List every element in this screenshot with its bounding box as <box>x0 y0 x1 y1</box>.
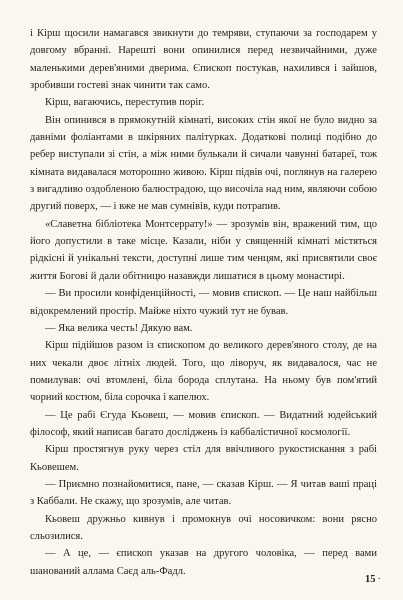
paragraph-12: — А це, — єпископ указав на другого чоловіка, — перед вами шанований аллама Саєд аль-Фадл. <box>30 548 377 577</box>
paragraph-1: і Кірш щосили намагався звикнути до темряви, ступаючи за господарем у довгому вбранні. Нарешті вони опинилися перед незвичайними, дуже маленькими дерев'яними дверима. Єпископ постукав, нахилився і зайшов, зробивши гостеві знак чинити так само. <box>30 28 377 92</box>
paragraph-4: «Славетна бібліотека Монтсеррату!» — зрозумів він, вражений тим, що його допустили в таке місце. Казали, ніби у священній кімнаті містяться рідкісні й унікальні тексти, доступні лише тим ченцям, які присвятили своє життя Богові й дали обітницю назавжди лишатися в цьому монастирі. <box>30 218 377 282</box>
paragraph-9: Кірш простягнув руку через стіл для ввічливого рукостискання з рабі Кьовешем. <box>30 444 377 473</box>
paragraph-2: Кірш, вагаючись, переступив поріг. <box>45 97 205 109</box>
paragraph-11: Кьовеш дружньо кивнув і промокнув очі носовичком: вони рясно сльозилися. <box>30 513 377 542</box>
page-number <box>365 571 381 588</box>
paragraph-6: — Яка велика честь! Дякую вам. <box>45 322 193 334</box>
body-text <box>30 25 377 580</box>
paragraph-3: Він опинився в прямокутній кімнаті, високих стін якої не було видно за давніми фоліантами в шкіряних палітурках. Додаткові полиці подібно до ребер виступали зі стін, а між ними булькали й сичали чавунні батареї, тож кімната видавалася моторошно живою. Кірш підвів очі, поглянув на галерею з вигадливо оздобленою балюстрадою, що височіла над ним, являючи собою другий поверх, — і вже не мав сумнівів, куди потрапив. <box>30 114 377 213</box>
paragraph-7: Кірш підійшов разом із єпископом до великого дерев'яного столу, де на них чекали двоє літніх людей. Того, що ліворуч, як видавалося, час не помилував: очі втомлені, біла борода сплутана. На ньому був пом'ятий чорний костюм, біла сорочка і капелюх. <box>30 340 377 404</box>
page-number-dot: · <box>377 573 381 585</box>
paragraph-8: — Це рабі Єгуда Кьовеш, — мовив єпископ. — Видатний юдейський філософ, який написав багато досліджень із каббалістичної космології. <box>30 409 377 438</box>
paragraph-5: — Ви просили конфіденційності, — мовив єпископ. — Це наш найбільш відокремлений простір. Майже ніхто чужий тут не бував. <box>30 288 377 317</box>
paragraph-10: — Приємно познайомитися, пане, — сказав Кірш. — Я читав ваші праці з Каббали. Не скажу, що зрозумів, але читав. <box>30 478 377 508</box>
page-number-value: 15 <box>365 573 376 585</box>
